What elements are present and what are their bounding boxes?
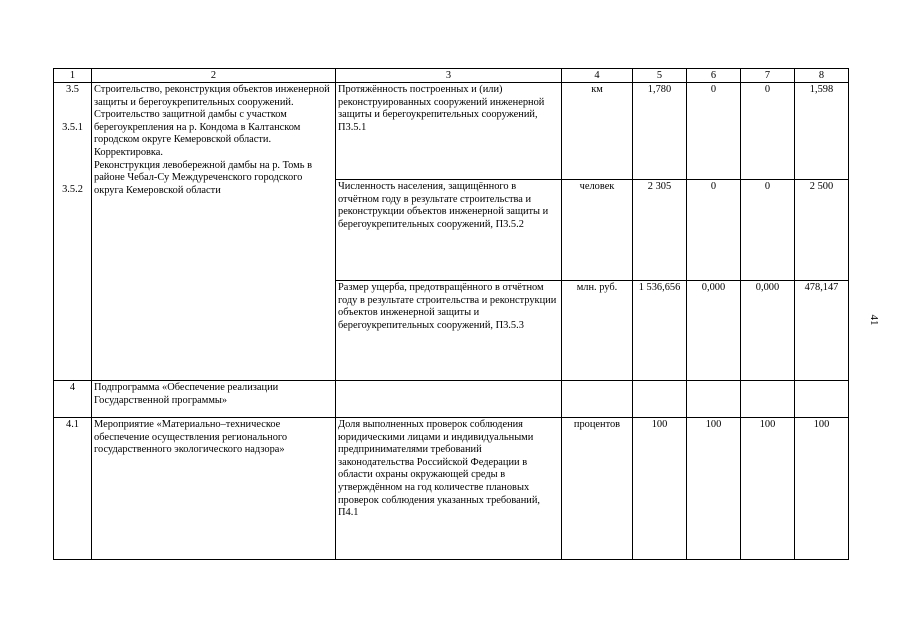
column-number: 6: [687, 69, 741, 83]
table-row: [54, 83, 849, 180]
indicator-text: Численность населения, защищённого в отчётном году в результате строительства и реконструкции объектов инженерной защиты и берегоукрепительных сооружений, П3.5.2: [336, 180, 562, 281]
indicators-table: [53, 68, 849, 560]
empty-cell: [562, 381, 633, 418]
item-code: 4.1: [54, 418, 92, 560]
empty-cell: [741, 381, 795, 418]
column-number-row: [54, 69, 849, 83]
indicator-text: Доля выполненных проверок соблюдения юридическими лицами и индивидуальными предпринимателями требований законодательства Российской Федерации в области охраны окружающей среды в утверждённом на год количестве плановых проверок соблюдения указанных требований, П4.1: [336, 418, 562, 560]
column-number: 5: [633, 69, 687, 83]
empty-cell: [687, 381, 741, 418]
item-code: 3.5: [66, 84, 79, 95]
value-cell: 100: [741, 418, 795, 560]
value-cell: 0,000: [741, 281, 795, 381]
item-name: Реконструкция левобережной дамбы на р. Томь в районе Чебал-Су Междуреченского городского округа Кемеровской области: [94, 159, 312, 196]
value-cell: 1 536,656: [633, 281, 687, 381]
value-cell: 0: [741, 83, 795, 180]
value-cell: 2 305: [633, 180, 687, 281]
column-number: 7: [741, 69, 795, 83]
unit-cell: человек: [562, 180, 633, 281]
value-cell: 1,598: [795, 83, 849, 180]
value-cell: 100: [633, 418, 687, 560]
indicator-text: Протяжённость построенных и (или) реконструированных сооружений инженерной защиты и берегоукрепительных сооружений, П3.5.1: [336, 83, 562, 180]
item-code: 3.5.2: [62, 184, 83, 196]
column-number: 2: [92, 69, 336, 83]
item-name: Мероприятие «Материально–техническое обеспечение осуществления регионального государственного экологического надзора»: [92, 418, 336, 560]
value-cell: 100: [687, 418, 741, 560]
value-cell: 478,147: [795, 281, 849, 381]
value-cell: 100: [795, 418, 849, 560]
table-row: [54, 418, 849, 560]
item-name: Строительство защитной дамбы с участком берегоукрепления на р. Кондома в Калтанском городском округе Кемеровской области. Корректировка.: [94, 109, 301, 158]
value-cell: 1,780: [633, 83, 687, 180]
item-names-cell: [92, 83, 336, 381]
item-code: 4: [54, 381, 92, 418]
column-number: 4: [562, 69, 633, 83]
value-cell: 0: [687, 180, 741, 281]
unit-cell: млн. руб.: [562, 281, 633, 381]
value-cell: 0: [687, 83, 741, 180]
item-name: Строительство, реконструкция объектов инженерной защиты и берегоукрепительных сооружений.: [94, 84, 330, 108]
column-number: 1: [54, 69, 92, 83]
table-row: [54, 381, 849, 418]
item-codes-cell: [54, 83, 92, 381]
empty-cell: [336, 381, 562, 418]
indicator-text: Размер ущерба, предотвращённого в отчётном году в результате строительства и реконструкции объектов инженерной защиты и берегоукрепительных сооружений, П3.5.3: [336, 281, 562, 381]
empty-cell: [795, 381, 849, 418]
value-cell: 0: [741, 180, 795, 281]
column-number: 3: [336, 69, 562, 83]
unit-cell: км: [562, 83, 633, 180]
unit-cell: процентов: [562, 418, 633, 560]
column-number: 8: [795, 69, 849, 83]
item-code: 3.5.1: [62, 121, 83, 133]
value-cell: 2 500: [795, 180, 849, 281]
empty-cell: [633, 381, 687, 418]
item-name: Подпрограмма «Обеспечение реализации Государственной программы»: [92, 381, 336, 418]
page-number: 41: [868, 314, 880, 326]
value-cell: 0,000: [687, 281, 741, 381]
